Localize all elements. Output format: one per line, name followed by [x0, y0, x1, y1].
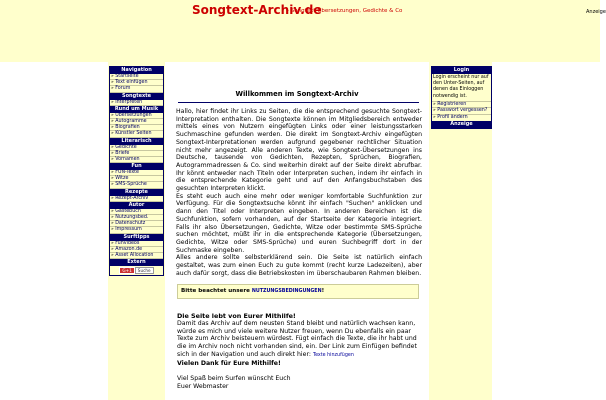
nav-section-heading: Fun — [110, 163, 163, 170]
arrow-icon: » — [111, 150, 116, 156]
page-title: Willkommen im Songtext-Archiv — [235, 90, 359, 98]
intro-paragraph: Alles andere sollte selbsterklärend sein. Die Seite ist natürlich einfach gestaltet, was zum einen Euch zu gute kommt (recht kurze Ladezeiten), aber auch dafür sorgt, dass die Betriebskosten im überschaubaren Rahmen bleiben. — [176, 254, 422, 277]
nav-item-label: Nutzungsbed. — [115, 215, 149, 220]
terms-link[interactable]: NUTZUNGSBEDINGUNGEN — [251, 289, 322, 294]
nav-item-label: Gästebuch — [115, 208, 141, 214]
page-header — [0, 0, 606, 62]
help-text: Damit das Archiv auf dem neusten Stand bleibt und natürlich wachsen kann, würde es mich und viele weitere Nutzer freuen, wenn Du ebenfalls ein paar Texte zum Archiv beisteuern würdest. Fügt einfach die Texte, die ihr habt und die im Archiv noch nicht vorhanden sind, ein. Der Link zum Einfügen befindet sich in der Navigation und auch direkt hier: — [177, 320, 417, 358]
arrow-icon: » — [111, 240, 116, 246]
nav-section-heading: Rezepte — [110, 189, 163, 196]
login-box — [431, 66, 492, 129]
nav-item-label: Autogramme — [115, 118, 147, 124]
signature-text: Euer Webmaster — [177, 382, 229, 390]
arrow-icon: » — [111, 246, 116, 252]
arrow-icon: » — [111, 208, 116, 214]
thanks-text: Vielen Dank für Eure Mithilfe! — [177, 359, 281, 367]
nav-section-heading: Extern — [110, 259, 163, 266]
arrow-icon: » — [111, 170, 116, 176]
header-ad-label: Anzeige — [586, 9, 606, 15]
arrow-icon: » — [111, 215, 116, 220]
nav-item-label: Amazon.de — [115, 246, 143, 252]
nav-item-label: Künstler Seiten — [115, 131, 152, 137]
terms-notice — [177, 284, 419, 299]
nav-item-label: SMS-Sprüche — [115, 182, 147, 188]
help-section — [177, 320, 419, 390]
main-content — [165, 62, 429, 400]
nav-section-heading: Navigation — [110, 67, 163, 74]
arrow-icon: » — [111, 99, 116, 105]
nav-section-heading: Rund um Musik — [110, 106, 163, 113]
nav-section-heading: Autor — [110, 202, 163, 209]
external-badges — [110, 266, 163, 275]
edit-profile-label: Profil ändern — [437, 115, 468, 120]
arrow-icon: » — [111, 86, 116, 92]
arrow-icon: » — [111, 131, 116, 137]
arrow-icon: » — [111, 144, 116, 150]
ad-heading: Anzeige — [432, 121, 491, 128]
nav-item-label: Asset Allocation — [115, 252, 154, 258]
register-label: Registrieren — [437, 101, 467, 107]
arrow-icon: » — [433, 101, 436, 107]
arrow-icon: » — [111, 74, 116, 79]
arrow-icon: » — [433, 115, 436, 120]
nav-item-label: Vornamen — [115, 156, 140, 162]
site-slogan: - Songtext-Übersetzungen, Gedichte & Co — [287, 8, 403, 14]
arrow-icon: » — [111, 156, 116, 162]
nav-item-label: Startseite — [115, 74, 139, 79]
google-plus-button[interactable]: G+1 — [119, 267, 134, 274]
notice-suffix: ! — [321, 288, 325, 294]
nav-section-heading: Surftipps — [110, 234, 163, 241]
nav-item-label: Gedichte — [115, 144, 137, 150]
greeting-text: Viel Spaß beim Surfen wünscht Euch — [177, 374, 291, 382]
nav-item-label: Witze — [115, 176, 129, 182]
nav-item-label: Impressum — [115, 227, 142, 233]
arrow-icon: » — [111, 195, 116, 201]
help-title: Die Seite lebt von Eurer Mithilfe! — [177, 312, 296, 320]
nav-item-label: Biografien — [115, 125, 140, 131]
arrow-icon: » — [111, 176, 116, 182]
nav-item-label: Briefe — [115, 150, 130, 156]
external-search-button[interactable]: Suche — [135, 267, 154, 274]
nav-item-label: Text einfügen — [115, 80, 148, 86]
intro-text — [176, 108, 422, 277]
intro-paragraph: Hallo, hier findet ihr Links zu Seiten, die die entsprechend gesuchte Songtext-Interpretation enthalten. Die Songtexte können im Mitgliedsbereich entweder mittels eines von Nutzern eingefügten Links oder einer leistungsstarken Suchmaschine gefunden werden. Die direkt im Songtext-Archiv eingefügten Songtext-Interpretationen werden aufgrund gegebener rechtlicher Situation nicht mehr angezeigt. Alle anderen Texte, wie Songtext-Übersetzungen ins Deutsche, tausende von Gedichten, Rezepten, Sprüchen, Biografien, Autogrammadressen & Co. sind weiterhin direkt auf der Seite direkt abrufbar. Ihr könnt entweder nach Titeln oder Interpreten suchen, indem ihr einfach in die entsprechende Kategorie geht und auf den Anfangsbuchstaben des gesuchten Interpreten klickt. — [176, 108, 422, 193]
nav-item-label: Forum — [115, 86, 131, 92]
forgot-password-label: Passwort vergessen? — [437, 108, 488, 114]
arrow-icon: » — [111, 118, 116, 124]
arrow-icon: » — [111, 252, 116, 258]
nav-item-label: Rezept-Archiv — [115, 195, 149, 201]
arrow-icon: » — [111, 80, 116, 86]
arrow-icon: » — [433, 108, 436, 114]
arrow-icon: » — [111, 125, 116, 131]
arrow-icon: » — [111, 112, 116, 118]
left-navigation — [109, 66, 164, 276]
forgot-password-link[interactable] — [432, 107, 491, 114]
title-divider — [178, 102, 419, 103]
arrow-icon: » — [111, 227, 116, 233]
login-info-text: Login erscheint nur auf den Unter-Seiten, auf denen das Einloggen notwendig ist. — [433, 75, 489, 99]
intro-paragraph: Es steht euch auch eine mehr oder weniger komfortable Suchfunktion zur Verfügung. Für die Songtextsuche könnt ihr einfach "Suchen" anklicken und dann den Titel oder Interpreten eingeben. In anderen Bereichen ist die Suchfunktion, sofern vorhanden, auf der Startseite der Kategorie integriert. Falls ihr also Übersetzungen, Gedichte, Witze oder bestimmte SMS-Sprüche suchen möchtet, müßt ihr in die entsprechende Kategorie (Übersetzungen, Gedichte, Witze oder SMS-Sprüche) und euren Suchbegriff dort in der Suchmaske eingeben. — [176, 192, 422, 254]
nav-item-label: FUN-Texte — [115, 170, 139, 176]
nav-section-heading: Literarisch — [110, 138, 163, 145]
notice-text: Bitte beachtet unsere — [181, 288, 250, 294]
login-heading: Login — [432, 67, 491, 74]
nav-item-label: Funvideos — [115, 240, 140, 246]
site-logo[interactable]: Songtext-Archiv.de — [192, 3, 322, 17]
nav-item-label: Interpreten — [115, 99, 143, 105]
arrow-icon: » — [111, 182, 116, 188]
register-link[interactable] — [432, 101, 491, 108]
nav-section-heading: Songtexte — [110, 93, 163, 100]
add-texts-link[interactable]: Texte hinzufügen — [312, 352, 354, 358]
nav-item-label: Datenschutz — [115, 221, 146, 227]
nav-item-label: Übersetzungen — [115, 112, 152, 118]
arrow-icon: » — [111, 221, 116, 227]
